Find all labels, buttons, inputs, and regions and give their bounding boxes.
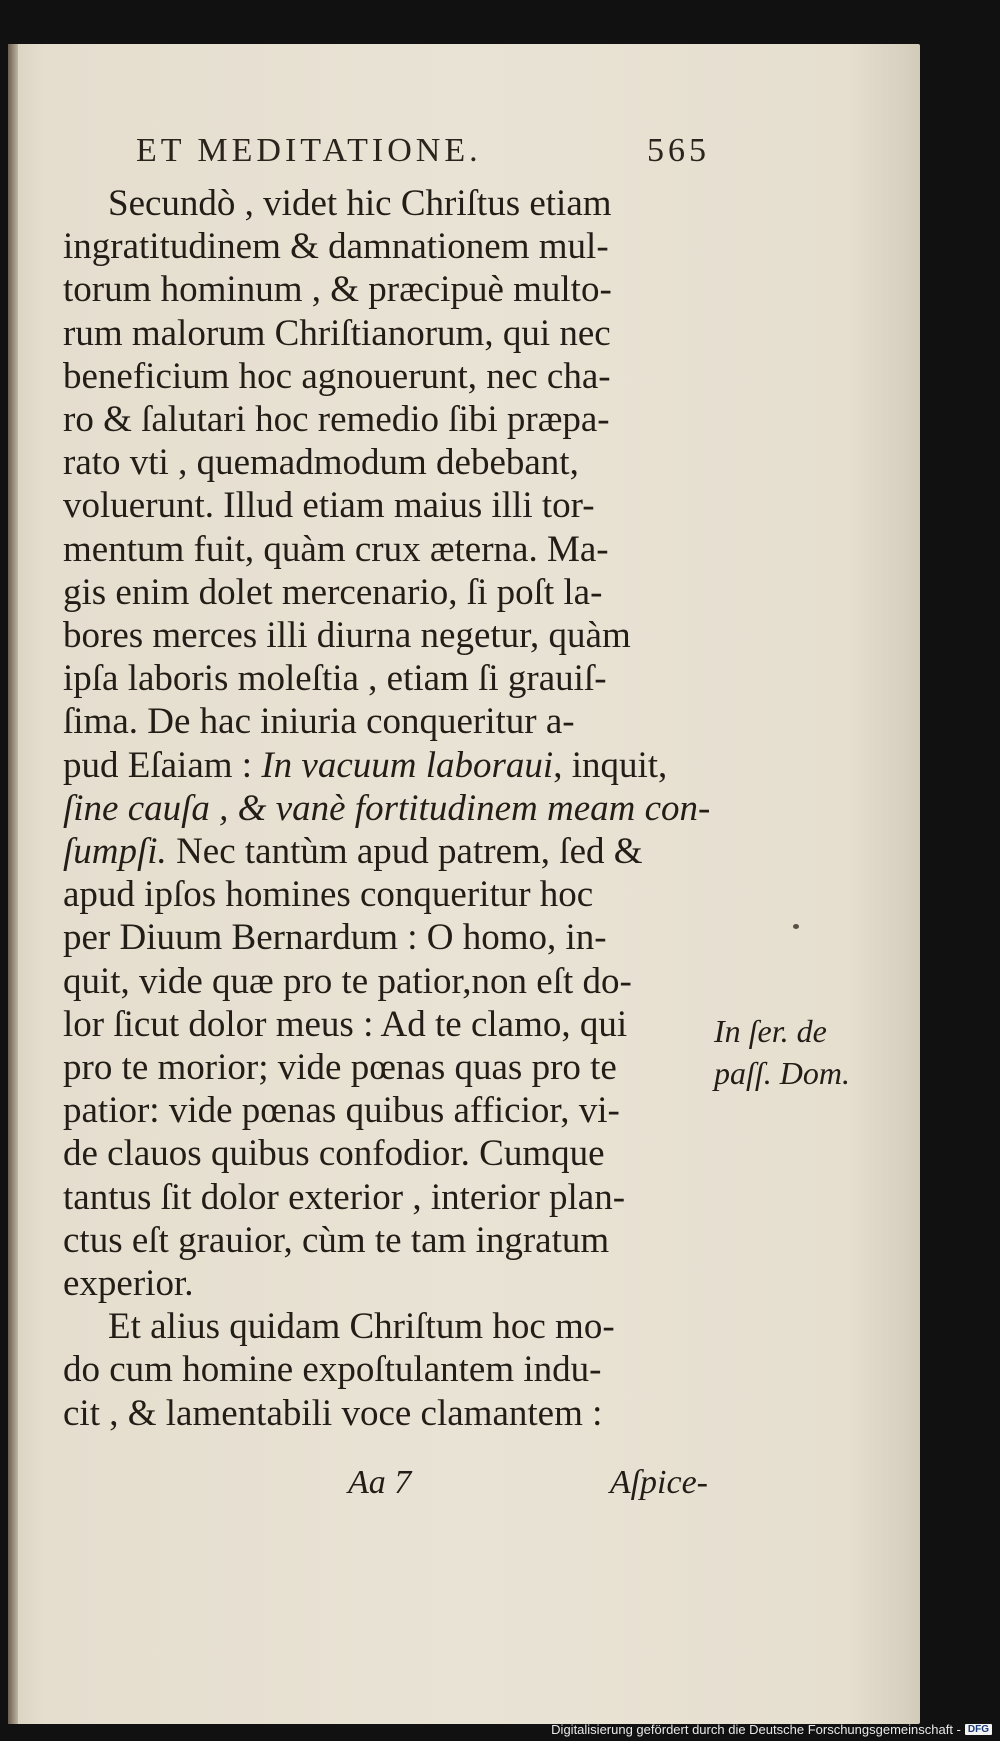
- line-text: beneficium hoc agnouerunt, nec cha-: [63, 355, 611, 397]
- text-line: [63, 1132, 723, 1175]
- margin-note-line: In ſer. de: [714, 1013, 827, 1049]
- text-line: [63, 1305, 723, 1348]
- text-line: [63, 484, 723, 527]
- text-line: [63, 657, 723, 700]
- line-text: bores merces illi diurna negetur, quàm: [63, 615, 631, 657]
- line-text: pud Eſaiam :: [63, 744, 262, 786]
- text-line: [63, 571, 723, 614]
- page-header: [136, 132, 710, 170]
- text-line: [63, 1176, 723, 1219]
- line-text: tantus ſit dolor exterior , interior plan-: [63, 1176, 626, 1218]
- text-line: [63, 1262, 723, 1305]
- line-text: Secundò , videt hic Chriſtus etiam: [108, 183, 612, 224]
- text-line: [63, 1003, 723, 1046]
- text-line: [63, 916, 723, 959]
- page-footer: [348, 1464, 708, 1502]
- catchword: Aſpice-: [609, 1464, 708, 1501]
- running-head: ET MEDITATIONE.: [136, 132, 482, 169]
- text-line: [63, 960, 723, 1003]
- text-line: [63, 182, 723, 225]
- text-line: [63, 1348, 723, 1391]
- text-line: [63, 398, 723, 441]
- line-text: rato vti , quemadmodum debebant,: [63, 442, 579, 484]
- line-text: ſima. De hac iniuria conqueritur a-: [63, 701, 575, 743]
- margin-note: [714, 1010, 874, 1094]
- line-text: de clauos quibus confodior. Cumque: [63, 1133, 605, 1175]
- line-text: mentum fuit, quàm crux æterna. Ma-: [63, 528, 609, 570]
- line-text: lor ſicut dolor meus : Ad te clamo, qui: [63, 1003, 628, 1045]
- margin-note-line: paſſ. Dom.: [714, 1055, 850, 1091]
- line-text: gis enim dolet mercenario, ſi poſt la-: [63, 571, 603, 613]
- text-line: [63, 830, 723, 873]
- line-text: voluerunt. Illud etiam maius illi tor-: [63, 485, 595, 527]
- italic-quote: In vacuum laboraui: [261, 744, 554, 786]
- text-line: [63, 787, 723, 830]
- line-text: do cum homine expoſtulantem indu-: [63, 1349, 602, 1391]
- line-text: ipſa laboris moleſtia , etiam ſi grauiſ-: [63, 658, 607, 700]
- line-text: Et alius quidam Chriſtum hoc mo-: [108, 1306, 615, 1348]
- text-line: [63, 441, 723, 484]
- signature-mark: Aa 7: [348, 1464, 412, 1501]
- body-text: [63, 182, 723, 1435]
- line-text: experior.: [63, 1263, 194, 1305]
- text-line: [63, 528, 723, 571]
- italic-quote: ſumpſi.: [63, 831, 167, 873]
- text-line: [63, 1392, 723, 1435]
- text-line: [63, 700, 723, 743]
- line-text: cit , & lamentabili voce clamantem :: [63, 1392, 603, 1434]
- line-text: quit, vide quæ pro te patior,non eſt do-: [63, 960, 632, 1002]
- text-line: [63, 744, 723, 787]
- line-text: ro & ſalutari hoc remedio ſibi præpa-: [63, 399, 610, 441]
- line-text: patior: vide pœnas quibus afficior, vi-: [63, 1090, 620, 1132]
- page-number: 565: [647, 132, 710, 169]
- text-line: [63, 355, 723, 398]
- dfg-logo-icon: DFG: [965, 1724, 992, 1735]
- credit-text: Digitalisierung gefördert durch die Deutsche Forschungsgemeinschaft -: [551, 1722, 961, 1737]
- line-text: ctus eſt grauior, cùm te tam ingratum: [63, 1219, 610, 1261]
- text-line: [63, 1046, 723, 1089]
- line-text: ingratitudinem & damnationem mul-: [63, 226, 609, 268]
- line-text: torum hominum , & præcipuè multo-: [63, 269, 612, 311]
- digitization-credit: [551, 1722, 992, 1737]
- line-text: apud ipſos homines conqueritur hoc: [63, 874, 594, 916]
- text-line: [63, 268, 723, 311]
- text-line: [63, 312, 723, 355]
- line-text: Nec tantùm apud patrem, ſed &: [166, 831, 643, 873]
- text-line: [63, 1219, 723, 1262]
- paper-speck: [793, 924, 799, 929]
- book-page: [8, 44, 920, 1724]
- text-line: [63, 1089, 723, 1132]
- line-text: per Diuum Bernardum : O homo, in-: [63, 917, 607, 959]
- line-text: , inquit,: [553, 744, 668, 786]
- text-line: [63, 225, 723, 268]
- text-line: [63, 873, 723, 916]
- line-text: rum malorum Chriſtianorum, qui nec: [63, 312, 611, 354]
- italic-quote: ſine cauſa , & vanè fortitudinem meam con-: [63, 787, 711, 829]
- text-line: [63, 614, 723, 657]
- page-edge-shadow: [8, 44, 18, 1724]
- line-text: pro te morior; vide pœnas quas pro te: [63, 1047, 617, 1089]
